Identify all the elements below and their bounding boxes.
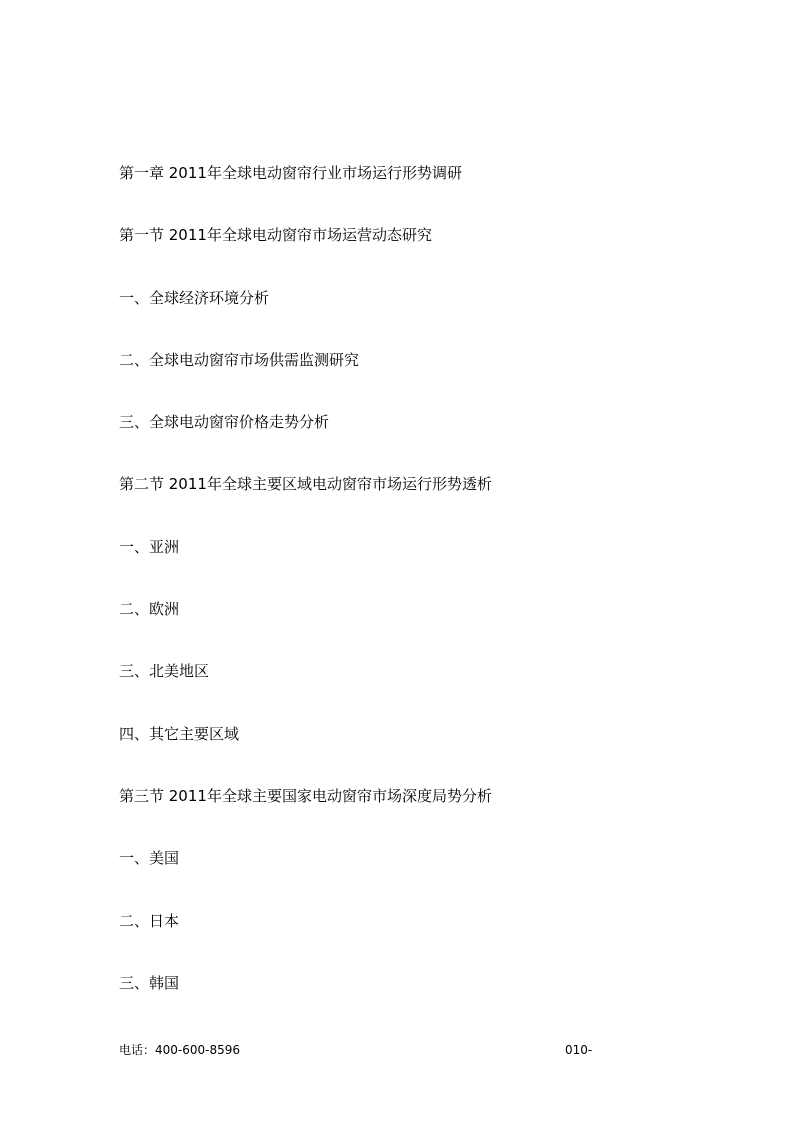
- toc-item: 二、欧洲: [119, 600, 180, 619]
- toc-section-heading: 第三节 2011年全球主要国家电动窗帘市场深度局势分析: [119, 786, 492, 805]
- toc-item: 二、日本: [119, 911, 180, 930]
- toc-chapter-heading: 第一章 2011年全球电动窗帘行业市场运行形势调研: [119, 164, 462, 182]
- toc-item: 一、全球经济环境分析: [119, 288, 270, 307]
- toc-section-heading: 第一节 2011年全球电动窗帘市场运营动态研究: [119, 226, 432, 245]
- toc-item: 二、全球电动窗帘市场供需监测研究: [119, 350, 360, 369]
- toc-item: 三、韩国: [119, 973, 180, 992]
- table-of-contents: [119, 162, 492, 1034]
- footer-phone: 电话：400-600-8596: [119, 1043, 241, 1057]
- toc-section-heading: 第二节 2011年全球主要区域电动窗帘市场运行形势透析: [119, 475, 492, 494]
- footer-page-number: 010-: [565, 1043, 593, 1057]
- toc-item: 三、北美地区: [119, 662, 210, 681]
- toc-item: 四、其它主要区域: [119, 724, 240, 743]
- toc-item: 一、美国: [119, 849, 180, 868]
- toc-item: 三、全球电动窗帘价格走势分析: [119, 413, 330, 432]
- toc-item: 一、亚洲: [119, 537, 180, 556]
- page-footer: [119, 1040, 599, 1060]
